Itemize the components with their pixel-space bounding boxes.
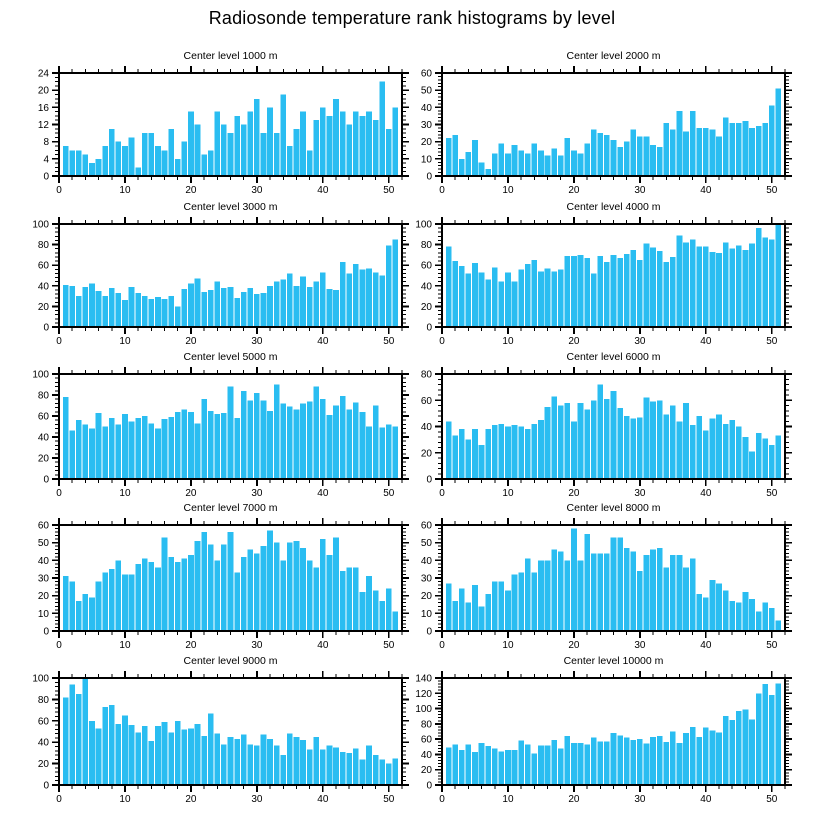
- svg-text:50: 50: [766, 640, 778, 651]
- subplot-1000m: [0, 50, 412, 198]
- svg-text:60: 60: [420, 395, 432, 407]
- svg-text:50: 50: [766, 794, 778, 805]
- svg-text:10: 10: [37, 608, 49, 620]
- svg-text:20: 20: [568, 794, 580, 805]
- svg-text:40: 40: [420, 555, 432, 567]
- svg-text:60: 60: [37, 411, 49, 423]
- svg-text:80: 80: [37, 390, 49, 402]
- svg-text:50: 50: [420, 85, 432, 97]
- svg-text:30: 30: [420, 120, 432, 131]
- histogram-8000m: [412, 520, 824, 653]
- svg-text:40: 40: [317, 488, 329, 499]
- svg-text:140: 140: [415, 673, 432, 685]
- histogram-1000m: [0, 68, 412, 198]
- svg-text:0: 0: [439, 640, 445, 651]
- svg-text:60: 60: [420, 260, 432, 272]
- svg-text:40: 40: [700, 488, 712, 499]
- svg-text:100: 100: [415, 219, 432, 231]
- svg-text:30: 30: [251, 488, 263, 499]
- svg-text:50: 50: [420, 538, 432, 550]
- svg-text:10: 10: [420, 154, 432, 166]
- svg-text:0: 0: [439, 336, 445, 347]
- svg-text:20: 20: [185, 640, 197, 651]
- svg-text:60: 60: [37, 716, 49, 728]
- svg-text:40: 40: [700, 185, 712, 196]
- svg-text:50: 50: [383, 336, 395, 347]
- subplot-10000m: [412, 655, 824, 807]
- svg-text:10: 10: [502, 794, 514, 805]
- svg-text:40: 40: [420, 749, 432, 761]
- histogram-9000m: [0, 673, 412, 807]
- svg-text:10: 10: [420, 608, 432, 620]
- subplot-5000m: [0, 351, 412, 501]
- svg-text:80: 80: [37, 240, 49, 252]
- svg-text:12: 12: [37, 120, 49, 131]
- svg-text:50: 50: [383, 794, 395, 805]
- subplot-title-6000m: Center level 6000 m: [566, 351, 661, 363]
- svg-text:40: 40: [700, 794, 712, 805]
- histogram-5000m: [0, 369, 412, 501]
- svg-text:20: 20: [420, 448, 432, 460]
- svg-text:0: 0: [426, 322, 432, 334]
- svg-text:20: 20: [37, 759, 49, 771]
- svg-text:20: 20: [37, 85, 49, 97]
- svg-text:50: 50: [383, 185, 395, 196]
- svg-text:0: 0: [439, 185, 445, 196]
- svg-text:40: 40: [700, 336, 712, 347]
- svg-text:80: 80: [420, 719, 432, 731]
- subplot-4000m: [412, 201, 824, 349]
- svg-text:50: 50: [37, 538, 49, 550]
- subplot-2000m: [412, 50, 824, 198]
- svg-text:0: 0: [439, 488, 445, 499]
- svg-text:0: 0: [56, 336, 62, 347]
- svg-text:50: 50: [383, 488, 395, 499]
- svg-text:120: 120: [415, 688, 432, 700]
- svg-text:100: 100: [415, 704, 432, 716]
- svg-text:20: 20: [37, 453, 49, 465]
- svg-text:80: 80: [420, 240, 432, 252]
- svg-text:10: 10: [502, 640, 514, 651]
- svg-text:30: 30: [37, 573, 49, 585]
- subplot-6000m: [412, 351, 824, 501]
- svg-text:10: 10: [502, 185, 514, 196]
- svg-text:20: 20: [568, 336, 580, 347]
- subplot-7000m: [0, 502, 412, 653]
- svg-text:30: 30: [634, 488, 646, 499]
- svg-text:0: 0: [43, 322, 49, 334]
- svg-text:0: 0: [56, 794, 62, 805]
- svg-text:20: 20: [37, 301, 49, 313]
- svg-text:0: 0: [43, 474, 49, 486]
- svg-text:40: 40: [317, 640, 329, 651]
- svg-text:80: 80: [420, 369, 432, 381]
- svg-text:30: 30: [634, 640, 646, 651]
- svg-text:10: 10: [502, 488, 514, 499]
- svg-text:50: 50: [766, 336, 778, 347]
- svg-text:0: 0: [56, 185, 62, 196]
- svg-text:0: 0: [426, 626, 432, 638]
- subplot-title-1000m: Center level 1000 m: [183, 50, 278, 62]
- svg-text:0: 0: [56, 488, 62, 499]
- svg-text:60: 60: [37, 520, 49, 532]
- svg-text:30: 30: [634, 185, 646, 196]
- subplot-title-2000m: Center level 2000 m: [566, 50, 661, 62]
- svg-text:20: 20: [420, 137, 432, 149]
- svg-text:60: 60: [420, 734, 432, 746]
- subplot-title-3000m: Center level 3000 m: [183, 201, 278, 213]
- svg-text:10: 10: [502, 336, 514, 347]
- svg-text:100: 100: [32, 219, 49, 231]
- svg-text:30: 30: [420, 573, 432, 585]
- subplot-title-5000m: Center level 5000 m: [183, 351, 278, 363]
- svg-text:30: 30: [634, 794, 646, 805]
- svg-text:20: 20: [185, 185, 197, 196]
- svg-text:100: 100: [32, 369, 49, 381]
- svg-text:24: 24: [37, 68, 49, 80]
- subplot-title-7000m: Center level 7000 m: [183, 502, 278, 514]
- svg-text:40: 40: [420, 281, 432, 293]
- svg-text:50: 50: [766, 185, 778, 196]
- svg-text:0: 0: [43, 780, 49, 792]
- svg-text:30: 30: [634, 336, 646, 347]
- svg-text:4: 4: [43, 154, 49, 166]
- svg-text:40: 40: [37, 432, 49, 444]
- svg-text:0: 0: [43, 626, 49, 638]
- svg-text:10: 10: [119, 185, 131, 196]
- svg-text:40: 40: [37, 555, 49, 567]
- subplot-8000m: [412, 502, 824, 653]
- svg-text:20: 20: [568, 488, 580, 499]
- svg-text:0: 0: [43, 171, 49, 183]
- svg-text:40: 40: [317, 336, 329, 347]
- subplot-9000m: [0, 655, 412, 807]
- svg-text:0: 0: [439, 794, 445, 805]
- subplot-title-9000m: Center level 9000 m: [183, 655, 278, 667]
- svg-text:10: 10: [119, 794, 131, 805]
- svg-text:30: 30: [251, 185, 263, 196]
- svg-text:16: 16: [37, 102, 49, 114]
- histogram-2000m: [412, 68, 824, 198]
- figure-title: Radiosonde temperature rank histograms by level: [208, 8, 616, 28]
- svg-text:20: 20: [185, 336, 197, 347]
- svg-text:0: 0: [426, 780, 432, 792]
- svg-text:20: 20: [568, 185, 580, 196]
- histogram-4000m: [412, 219, 824, 349]
- svg-text:40: 40: [37, 281, 49, 293]
- svg-text:60: 60: [37, 260, 49, 272]
- svg-text:20: 20: [37, 591, 49, 603]
- svg-text:20: 20: [420, 765, 432, 777]
- svg-text:20: 20: [568, 640, 580, 651]
- svg-text:80: 80: [37, 694, 49, 706]
- svg-text:30: 30: [251, 794, 263, 805]
- svg-text:20: 20: [420, 301, 432, 313]
- svg-text:60: 60: [420, 520, 432, 532]
- svg-text:8: 8: [43, 137, 49, 149]
- svg-text:40: 40: [317, 794, 329, 805]
- svg-text:0: 0: [56, 640, 62, 651]
- histogram-3000m: [0, 219, 412, 349]
- svg-text:30: 30: [251, 336, 263, 347]
- svg-text:100: 100: [32, 673, 49, 685]
- subplot-title-10000m: Center level 10000 m: [563, 655, 664, 667]
- svg-text:40: 40: [700, 640, 712, 651]
- svg-text:30: 30: [251, 640, 263, 651]
- svg-text:20: 20: [420, 591, 432, 603]
- svg-text:10: 10: [119, 640, 131, 651]
- subplot-3000m: [0, 201, 412, 349]
- svg-text:50: 50: [383, 640, 395, 651]
- histogram-6000m: [412, 369, 824, 501]
- svg-text:50: 50: [766, 488, 778, 499]
- svg-text:20: 20: [185, 794, 197, 805]
- histogram-7000m: [0, 520, 412, 653]
- svg-text:0: 0: [426, 171, 432, 183]
- svg-text:40: 40: [420, 102, 432, 114]
- svg-text:10: 10: [119, 336, 131, 347]
- svg-text:40: 40: [37, 737, 49, 749]
- svg-text:0: 0: [426, 474, 432, 486]
- svg-text:20: 20: [185, 488, 197, 499]
- subplot-title-4000m: Center level 4000 m: [566, 201, 661, 213]
- subplot-title-8000m: Center level 8000 m: [566, 502, 661, 514]
- svg-text:40: 40: [420, 422, 432, 433]
- histogram-10000m: [412, 673, 824, 807]
- svg-text:60: 60: [420, 68, 432, 80]
- svg-text:40: 40: [317, 185, 329, 196]
- svg-text:10: 10: [119, 488, 131, 499]
